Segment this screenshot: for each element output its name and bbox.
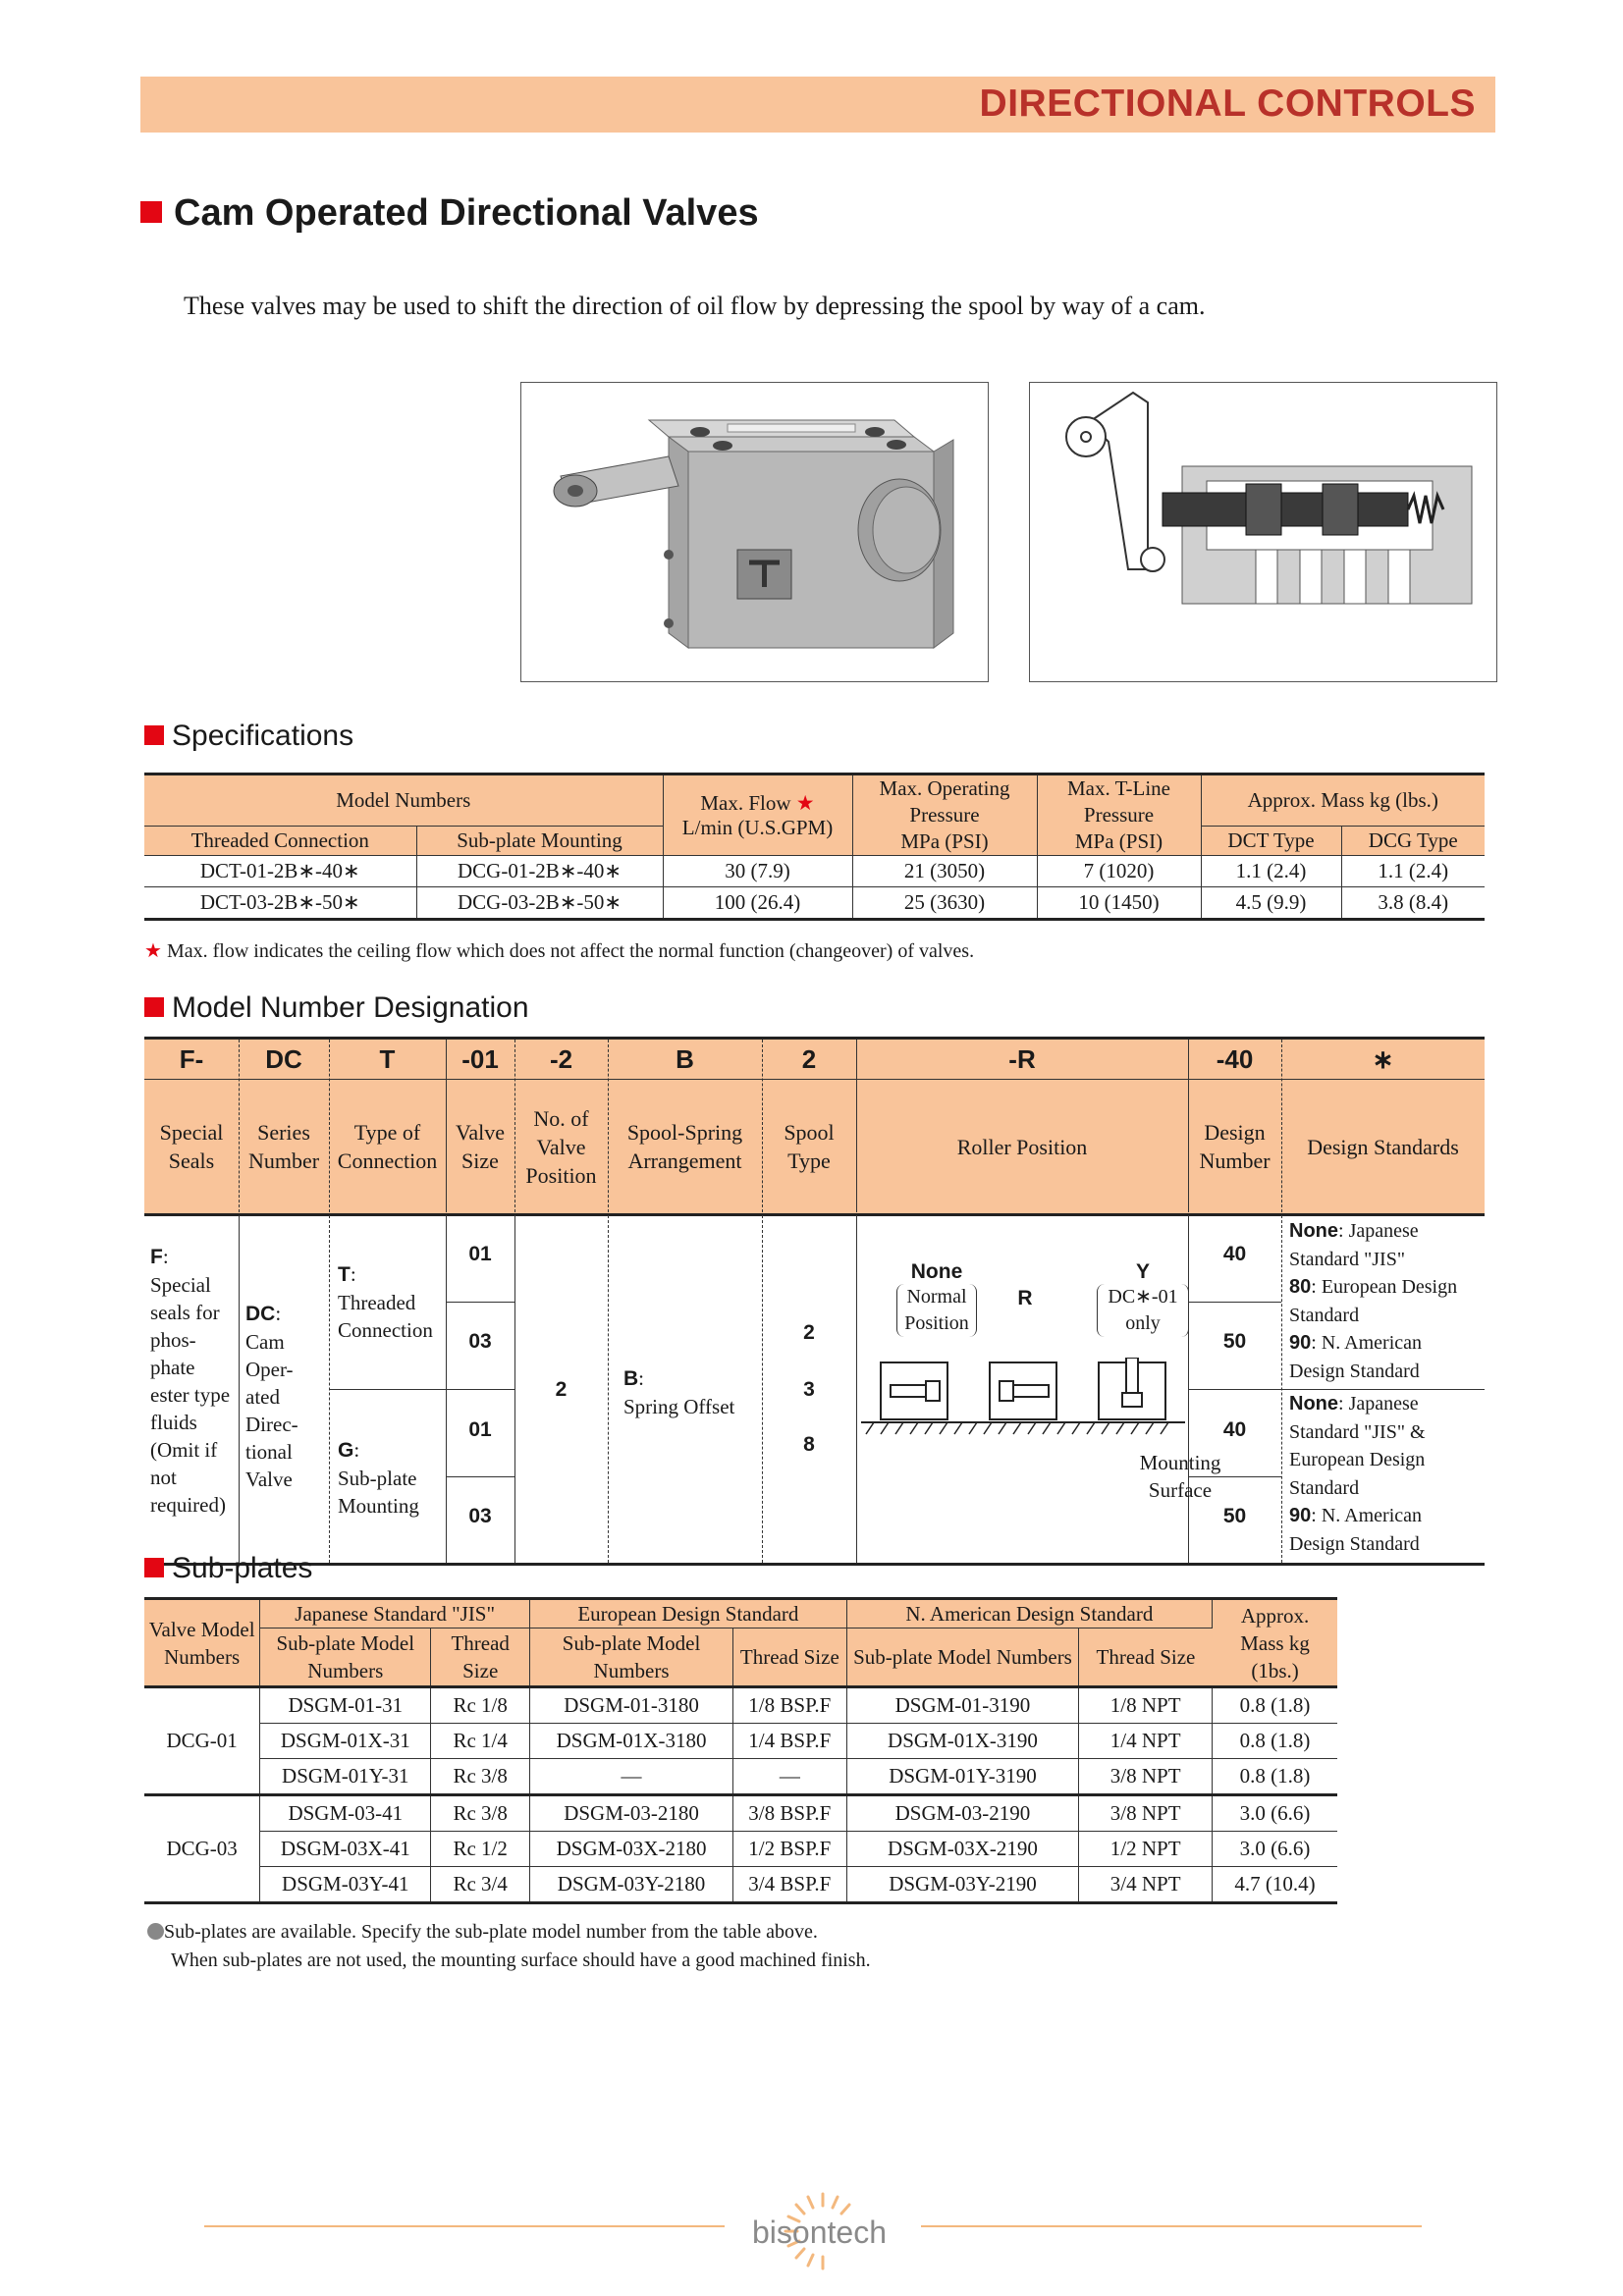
subplates-heading: Sub-plates	[144, 1552, 312, 1585]
code-cell: -40	[1216, 1044, 1254, 1074]
col-mass: Approx. Mass kg (1bs.)	[1240, 1603, 1310, 1682]
header-band	[140, 77, 1495, 133]
code-cell: B	[676, 1044, 694, 1074]
table-row: DSGM-03X-41 Rc 1/2 DSGM-03X-2180 1/2 BSP.F DSGM-03X-2190 1/2 NPT 3.0 (6.6)	[144, 1832, 1337, 1867]
star-icon: ★	[795, 790, 815, 815]
spool-option: 8	[803, 1433, 815, 1456]
bullet-icon	[147, 1923, 164, 1940]
desc-cell: Special Seals	[159, 1120, 224, 1173]
code-cell: -R	[1008, 1044, 1036, 1074]
connection-subplate: G: Sub-plate Mounting	[338, 1438, 419, 1518]
code-cell: -01	[461, 1044, 499, 1074]
seal-option: F: Special seals for phos-phate ester type fluids (Omit if not required)	[150, 1245, 231, 1517]
col-threaded: Threaded Connection	[144, 827, 416, 856]
spool-option: 2	[803, 1321, 815, 1344]
design-standards-1: None: Japanese Standard "JIS" 80: European Design Standard 90: N. American Design Standard	[1289, 1220, 1458, 1382]
roller-none: None Normal Position	[883, 1260, 991, 1337]
section-title: DIRECTIONAL CONTROLS	[979, 82, 1476, 125]
table-row: DSGM-01Y-31 Rc 3/8 — — DSGM-01Y-3190 3/8 NPT 0.8 (1.8)	[144, 1759, 1337, 1795]
designation-body	[144, 1215, 1485, 1566]
table-row: DSGM-01X-31 Rc 1/4 DSGM-01X-3180 1/4 BSP.F DSGM-01X-3190 1/4 NPT 0.8 (1.8)	[144, 1724, 1337, 1759]
mnd-heading: Model Number Designation	[144, 991, 529, 1025]
roller-r: R	[1017, 1287, 1033, 1309]
size-option: 01	[468, 1418, 492, 1441]
col-max-flow: Max. Flow ★ L/min (U.S.GPM)	[663, 774, 852, 856]
model-designation-table	[144, 1037, 1485, 1555]
desc-cell: No. of Valve Position	[525, 1105, 597, 1188]
code-cell: 2	[801, 1044, 817, 1074]
code-cell: F-	[179, 1044, 204, 1074]
size-option: 03	[468, 1505, 492, 1527]
code-cell: -2	[549, 1044, 573, 1074]
position-option: 2	[555, 1378, 568, 1401]
logo-text-tech: tech	[827, 2215, 887, 2250]
page-title-text: Cam Operated Directional Valves	[174, 192, 759, 234]
col-jis: Japanese Standard "JIS"	[260, 1599, 530, 1629]
desc-cell: Roller Position	[956, 1134, 1088, 1159]
code-cell: ∗	[1372, 1044, 1394, 1074]
valve-photo	[520, 382, 989, 682]
col-dcg: DCG Type	[1341, 827, 1485, 856]
red-square-icon	[140, 201, 162, 223]
mounting-surface-label: Mounting Surface	[1139, 1451, 1221, 1502]
col-model-numbers: Model Numbers	[144, 774, 663, 827]
connection-threaded: T: Threaded Connection	[338, 1262, 433, 1342]
desc-row	[144, 1079, 1485, 1216]
col-max-pressure: Max. Operating Pressure MPa (PSI)	[852, 774, 1037, 856]
design-number: 40	[1222, 1418, 1247, 1441]
roller-position-icons	[861, 1358, 1185, 1436]
table-row: DCG-01 DSGM-01-31 Rc 1/8 DSGM-01-3180 1/8 BSP.F DSGM-01-3190 1/8 NPT 0.8 (1.8)	[144, 1687, 1337, 1724]
bisontech-logo	[725, 2187, 921, 2275]
spring-option: B: Spring Offset	[623, 1366, 735, 1418]
subplates-table: Valve Model Numbers Japanese Standard "JIS" European Design Standard N. American Design Standard Approx. Mass kg (1bs.) Sub-plate Model Numbers Thread Size Sub-plate Model Numbers Thread Size Sub-plate Model Numbers Thread Size DCG-01 DSGM-01-31 Rc 1/8 DSGM-01-3180 1/8 BSP.F DSGM-01-3190 1/8 NPT 0.8 (1.8) DSGM-01X-31 Rc 1/4 DSGM-01X-3180 1/4 BSP.F DSGM-01X-3190 1/4 NPT 0.8 (1.8) DSGM-01Y-31 Rc 3/8 — — DSGM-01Y-3190 3/8 NPT 0.8 (1.8) DCG-03 DSGM-03-41 Rc 3/8 DSGM-03-2180 3/8 BSP.F DSGM-03-2190 3/8 NPT 3.0 (6.6) DSGM-03X-41 Rc 1/2 DSGM-03X-2180 1/2 BSP.F DSGM-03X-2190 1/2 NPT 3.0 (6.6) DSGM-03Y-41 Rc 3/4 DSGM-03Y-2180 3/4 BSP.F DSGM-03Y-2190 3/4 NPT 4.7 (10.4)	[144, 1597, 1337, 1904]
red-square-icon	[144, 725, 164, 745]
desc-cell: Valve Size	[455, 1120, 506, 1173]
design-number: 50	[1222, 1330, 1247, 1353]
col-valve-model: Valve Model Numbers	[144, 1599, 260, 1687]
col-dct: DCT Type	[1201, 827, 1341, 856]
specifications-table	[144, 773, 1485, 921]
design-standards-2: None: Japanese Standard "JIS" & European Design Standard 90: N. American Design Standard	[1289, 1393, 1426, 1555]
intro-text: These valves may be used to shift the direction of oil flow by depressing the spool by way of a cam.	[184, 292, 1206, 320]
logo-text-bison: bison	[752, 2215, 828, 2250]
size-option: 01	[468, 1243, 492, 1265]
code-cell: T	[379, 1044, 396, 1074]
col-subplate: Sub-plate Mounting	[416, 827, 663, 856]
star-icon: ★	[144, 940, 162, 962]
desc-cell: Design Number	[1199, 1120, 1271, 1173]
col-eu: European Design Standard	[530, 1599, 847, 1629]
table-row: DCG-03 DSGM-03-41 Rc 3/8 DSGM-03-2180 3/8 BSP.F DSGM-03-2190 3/8 NPT 3.0 (6.6)	[144, 1795, 1337, 1832]
size-option: 03	[468, 1330, 492, 1353]
subplates-note: Sub-plates are available. Specify the sub-plate model number from the table above. When sub-plates are not used, the mounting surface should have a good machined finish.	[147, 1918, 871, 1975]
desc-cell: Series Number	[247, 1120, 320, 1173]
page-title	[140, 192, 759, 235]
design-number: 40	[1222, 1243, 1247, 1265]
table-row: DCT-01-2B∗-40∗ DCG-01-2B∗-40∗ 30 (7.9) 21 (3050) 7 (1020) 1.1 (2.4) 1.1 (2.4)	[144, 856, 1485, 887]
col-mass: Approx. Mass kg (lbs.)	[1247, 788, 1438, 813]
desc-cell: Spool Type	[784, 1120, 835, 1173]
desc-cell: Type of Connection	[337, 1120, 438, 1173]
col-tline-pressure: Max. T-Line Pressure MPa (PSI)	[1037, 774, 1201, 856]
red-square-icon	[144, 1558, 164, 1577]
desc-cell: Design Standards	[1307, 1134, 1459, 1159]
specifications-heading: Specifications	[144, 720, 353, 753]
series-option: DC: Cam Oper-ated Direc-tional Valve	[245, 1302, 298, 1491]
table-row: DSGM-03Y-41 Rc 3/4 DSGM-03Y-2180 3/4 BSP.F DSGM-03Y-2190 3/4 NPT 4.7 (10.4)	[144, 1867, 1337, 1903]
spool-option: 3	[803, 1378, 815, 1401]
code-row	[144, 1037, 1485, 1079]
desc-cell: Spool-Spring Arrangement	[626, 1120, 743, 1173]
design-number: 50	[1222, 1505, 1247, 1527]
roller-y: Y DC∗-01 only	[1089, 1260, 1197, 1337]
code-cell: DC	[265, 1044, 302, 1074]
col-na: N. American Design Standard	[846, 1599, 1212, 1629]
svg-text:bisontech	[752, 2215, 887, 2250]
valve-section-diagram	[1029, 382, 1497, 682]
red-square-icon	[144, 997, 164, 1017]
table-row: DCT-03-2B∗-50∗ DCG-03-2B∗-50∗ 100 (26.4) 25 (3630) 10 (1450) 4.5 (9.9) 3.8 (8.4)	[144, 887, 1485, 920]
flow-footnote: ★ Max. flow indicates the ceiling flow which does not affect the normal function (changeover) of valves.	[144, 940, 975, 962]
